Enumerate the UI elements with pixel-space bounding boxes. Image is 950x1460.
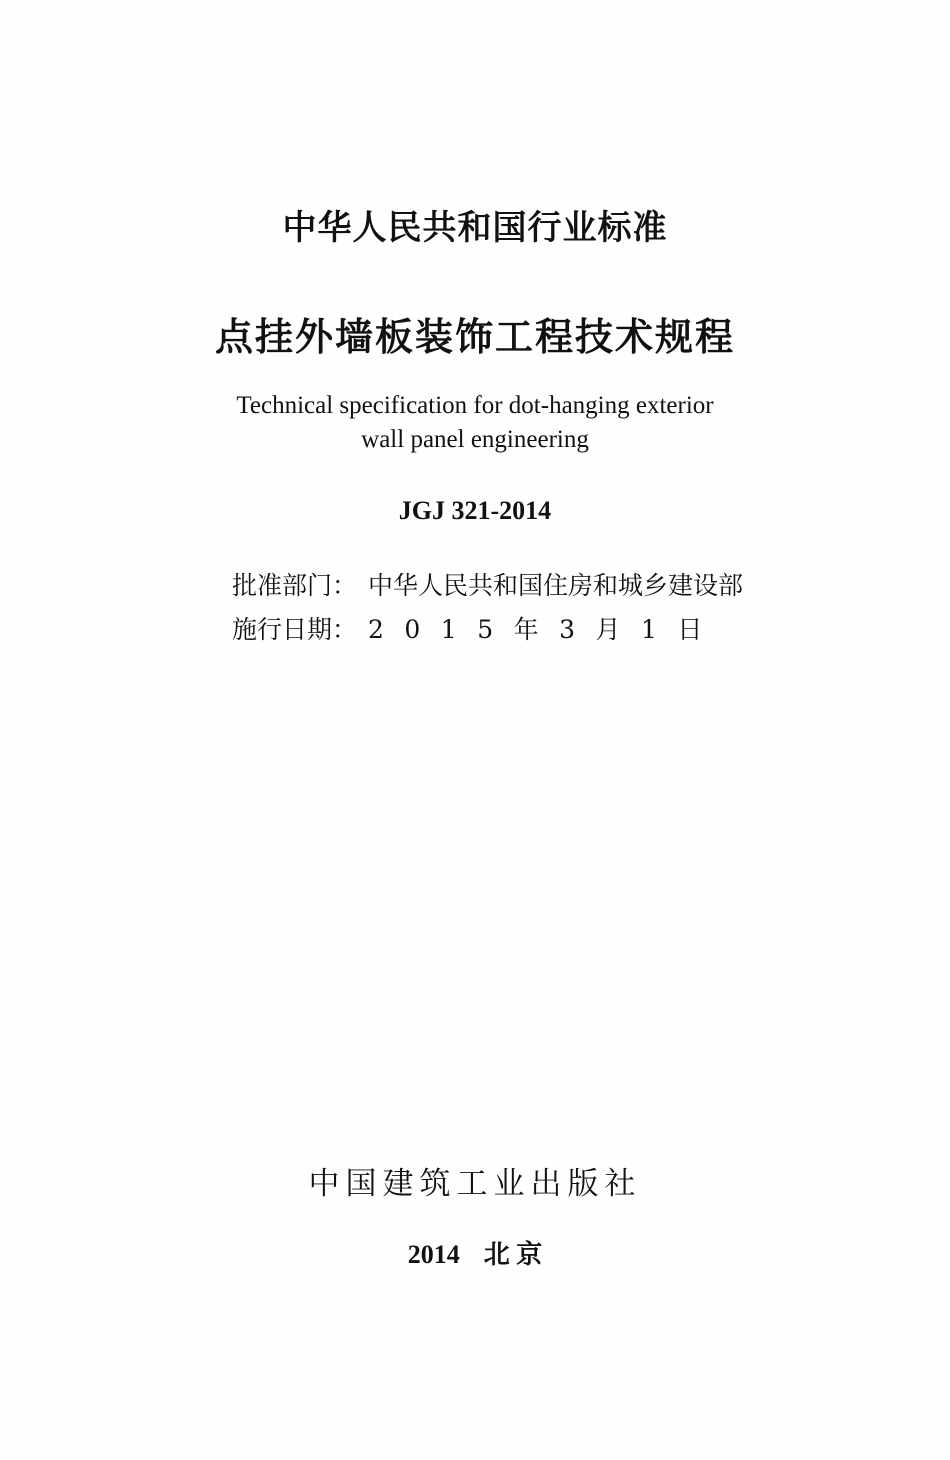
title-english-line-1: Technical specification for dot-hanging exterior: [236, 392, 714, 419]
effective-date-row: [232, 610, 788, 654]
approval-row: [232, 566, 788, 610]
title-chinese: 点挂外墙板装饰工程技术规程: [214, 314, 735, 359]
info-block: [232, 566, 788, 654]
publication-city: 北 京: [483, 1240, 543, 1269]
effective-date-value: 2015年3月1日: [368, 615, 723, 644]
approval-label: 批准部门：: [232, 571, 358, 600]
publisher-name: 中国建筑工业出版社: [308, 1166, 642, 1202]
effective-date-label: 施行日期：: [232, 615, 358, 644]
standard-code: JGJ 321-2014: [398, 496, 552, 525]
title-english-line-2: wall panel engineering: [361, 426, 589, 453]
standard-category: 中华人民共和国行业标准: [282, 208, 668, 248]
approval-value: 中华人民共和国住房和城乡建设部: [368, 571, 744, 600]
publication-place: [0, 1234, 950, 1271]
publication-year: 2014: [407, 1240, 460, 1269]
